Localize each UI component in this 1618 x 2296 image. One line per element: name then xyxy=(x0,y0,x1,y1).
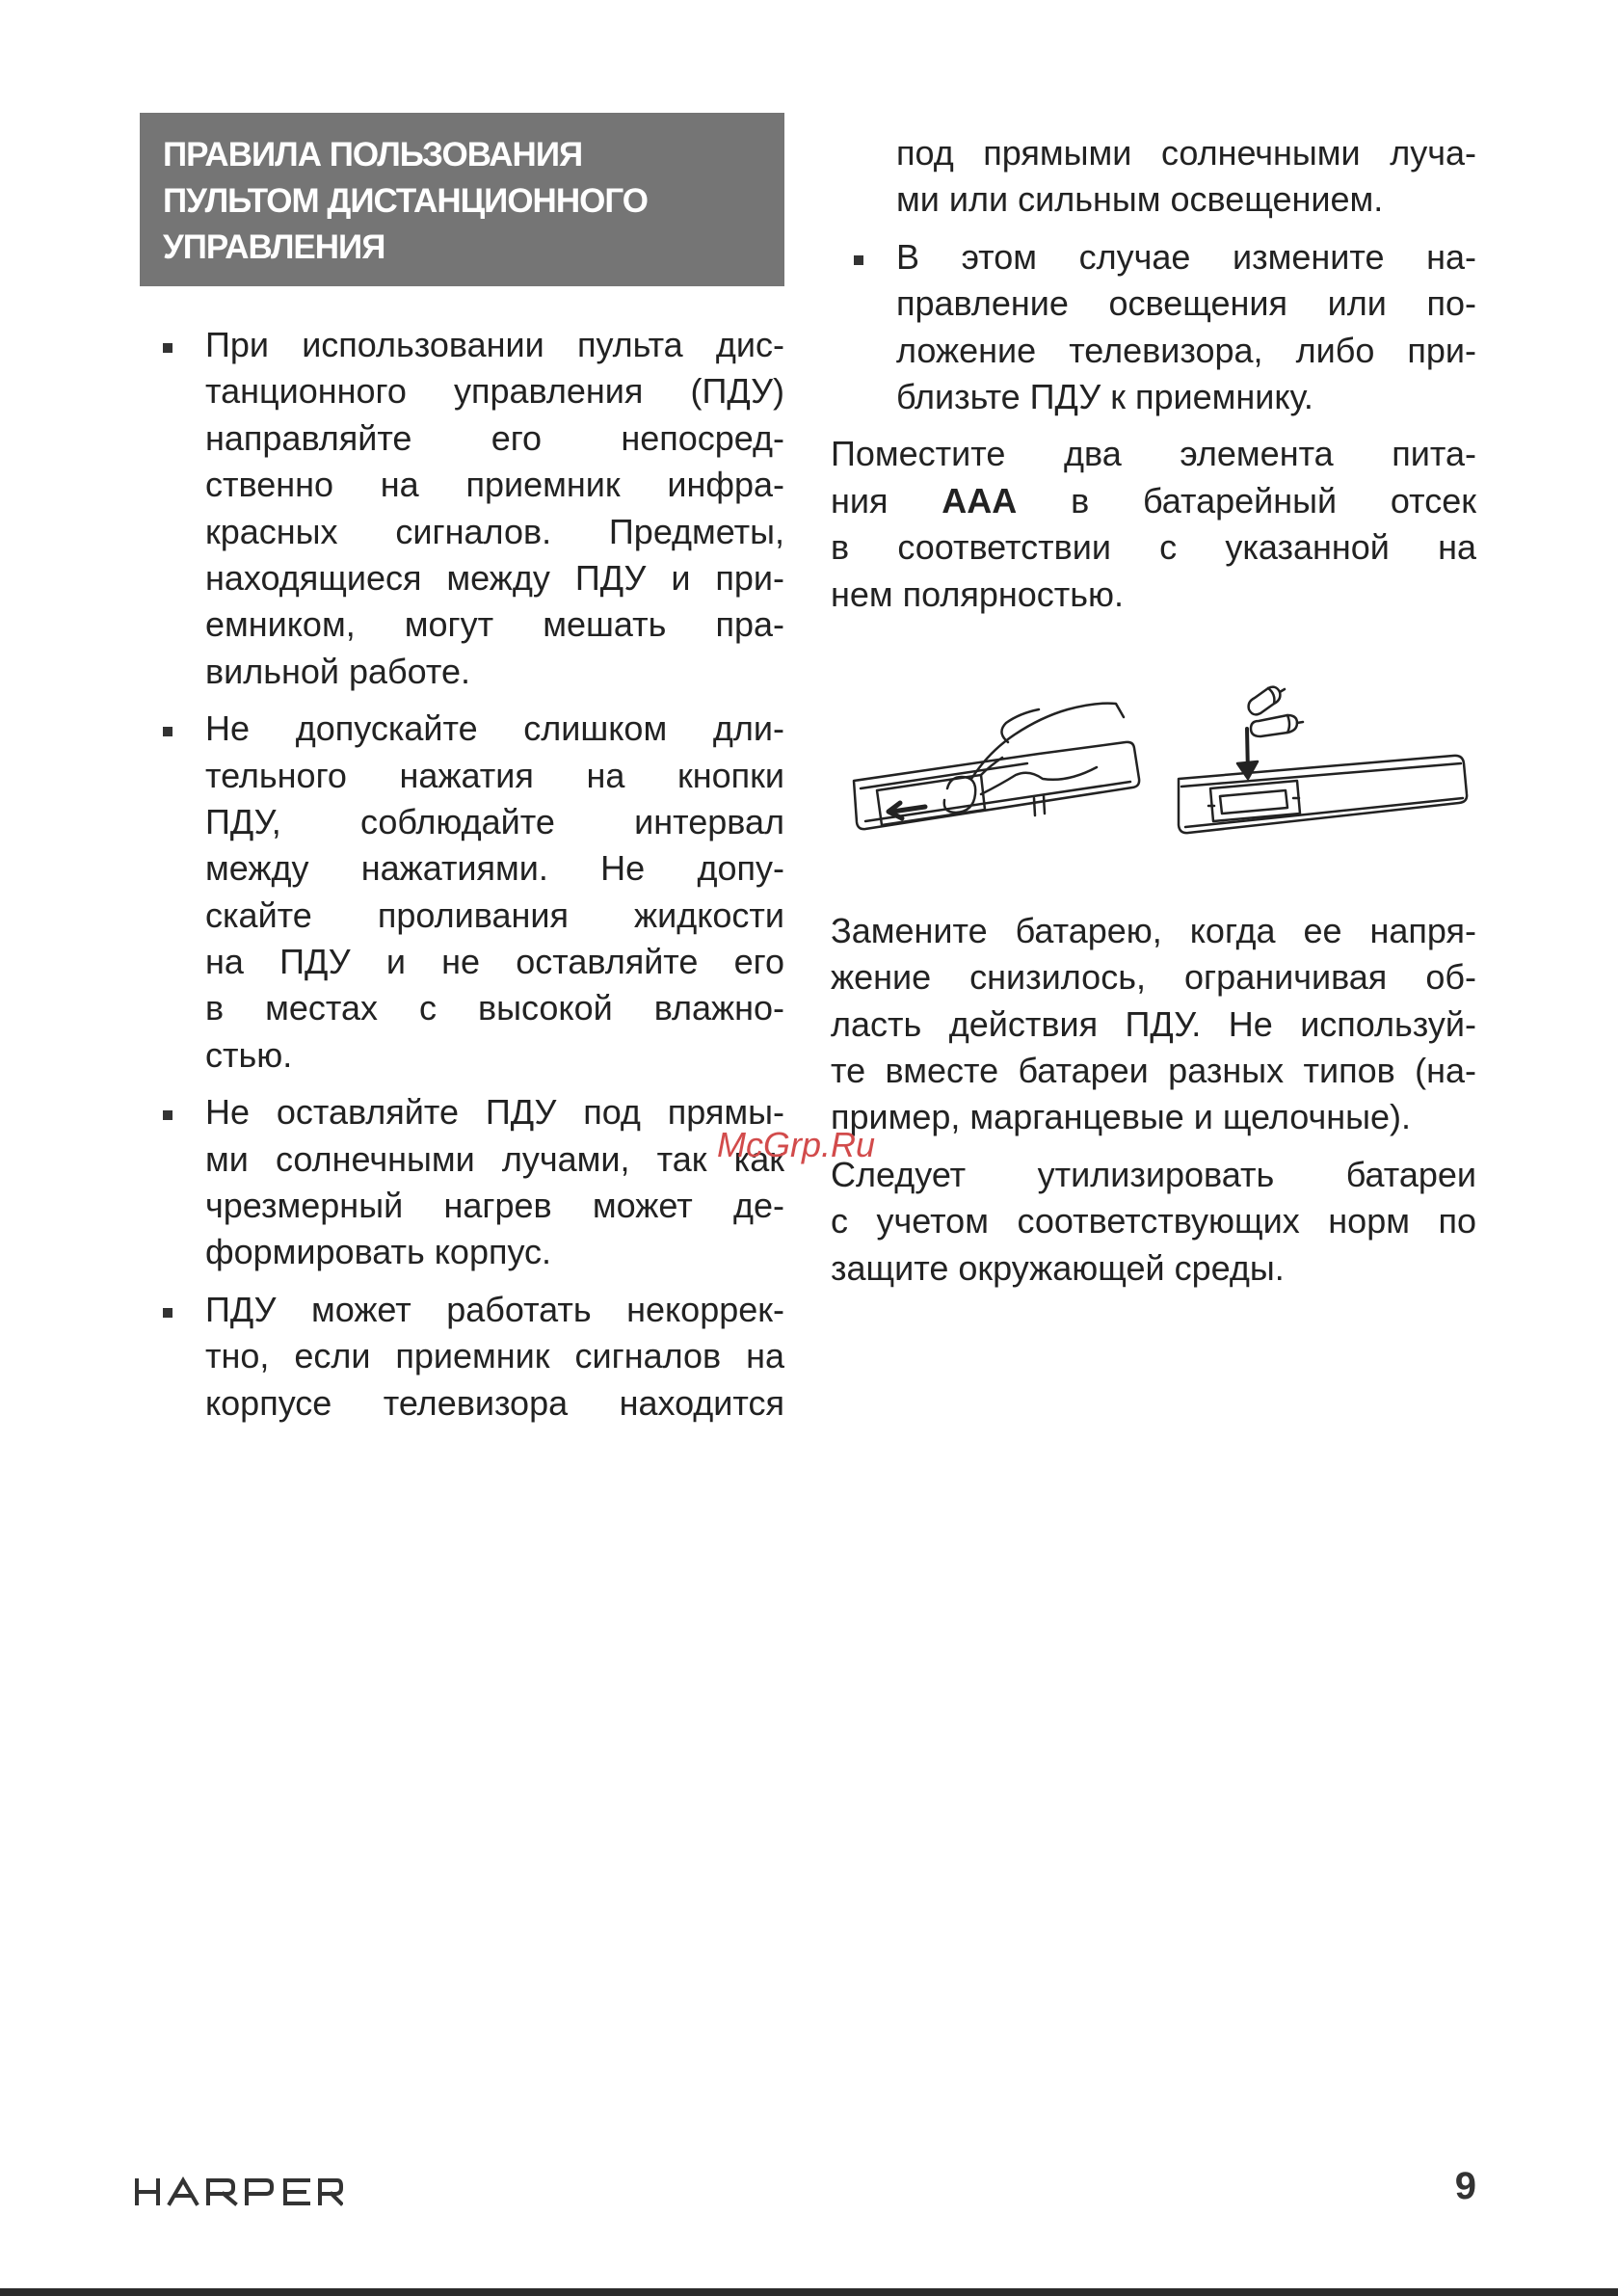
text-line: стью. xyxy=(205,1034,293,1075)
bullet-square-icon xyxy=(163,343,172,353)
bullet-square-icon xyxy=(163,727,172,736)
text-line xyxy=(831,478,1476,524)
text-line: находящиеся между ПДУ и при- xyxy=(205,557,784,598)
page-bottom-edge xyxy=(0,2288,1618,2296)
text-line: на ПДУ и не оставляйте его xyxy=(205,942,784,982)
text-line: Следует утилизировать батареи xyxy=(831,1154,1476,1194)
battery-replace-paragraph xyxy=(831,908,1476,1141)
section-heading xyxy=(140,113,784,286)
battery-type: AAA xyxy=(942,480,1018,521)
harper-logo xyxy=(133,2175,343,2209)
text-line: направляйте его непосред- xyxy=(205,417,784,458)
text-line: Замените батарею, когда ее напря- xyxy=(831,910,1476,950)
text-line: корпусе телевизора находится xyxy=(205,1382,784,1423)
text-line: ственно на приемник инфра- xyxy=(205,465,784,505)
text-line: те вместе батареи разных типов (на- xyxy=(831,1051,1476,1091)
text-line: красных сигналов. Предметы, xyxy=(205,511,784,551)
remote-battery-insert-illustration xyxy=(1179,687,1467,833)
list-item-continuation xyxy=(831,130,1476,224)
bullet-square-icon xyxy=(163,1308,172,1318)
text-line: ласть действия ПДУ. Не используй- xyxy=(831,1003,1476,1044)
text-line: тно, если приемник сигналов на xyxy=(205,1336,784,1376)
text-fragment: ния xyxy=(831,480,942,521)
text-line: правление освещения или по- xyxy=(896,283,1476,324)
list-item xyxy=(140,1287,784,1427)
text-line: ложение телевизора, либо при- xyxy=(896,330,1476,370)
text-line: с учетом соответствующих норм по xyxy=(831,1201,1476,1241)
remote-cover-slide-illustration xyxy=(854,704,1139,830)
text-line: ми солнечными лучами, так как xyxy=(205,1138,784,1179)
heading-line: ПРАВИЛА ПОЛЬЗОВАНИЯ xyxy=(163,136,583,174)
text-line: в местах с высокой влажно- xyxy=(205,988,784,1028)
text-line: Не допускайте слишком дли- xyxy=(205,708,784,749)
battery-installation-illustration xyxy=(836,675,1484,858)
text-line: емником, могут мешать пра- xyxy=(205,604,784,645)
text-line: жение снизилось, ограничивая об- xyxy=(831,957,1476,998)
text-line: Не оставляйте ПДУ под прямы- xyxy=(205,1092,784,1133)
list-item xyxy=(140,1089,784,1276)
text-line: защите окружающей среды. xyxy=(831,1247,1285,1288)
text-line: близьте ПДУ к приемнику. xyxy=(896,376,1313,416)
text-line: ПДУ может работать некоррек- xyxy=(205,1289,784,1329)
text-fragment: в батарейный отсек xyxy=(1017,480,1476,521)
battery-insert-paragraph xyxy=(831,431,1476,618)
text-line: ПДУ, соблюдайте интервал xyxy=(205,801,784,841)
text-line: пример, марганцевые и щелочные). xyxy=(831,1097,1412,1137)
text-line: тельного нажатия на кнопки xyxy=(205,755,784,795)
text-line: танционного управления (ПДУ) xyxy=(205,371,784,412)
text-line: Поместите два элемента пита- xyxy=(831,434,1476,474)
text-line: между нажатиями. Не допу- xyxy=(205,848,784,889)
battery-disposal-paragraph xyxy=(831,1152,1476,1292)
text-line: В этом случае измените на- xyxy=(896,236,1476,277)
watermark: McGrp.Ru xyxy=(717,1125,876,1164)
text-line: формировать корпус. xyxy=(205,1232,552,1272)
text-line: в соответствии с указанной на xyxy=(831,527,1476,568)
text-line: нем полярностью. xyxy=(831,574,1125,614)
list-item xyxy=(140,706,784,1079)
list-item xyxy=(140,322,784,695)
text-line: ми или сильным освещением. xyxy=(896,179,1384,220)
text-line: под прямыми солнечными луча- xyxy=(896,133,1476,173)
text-line: чрезмерный нагрев может де- xyxy=(205,1186,784,1226)
text-line: При использовании пульта дис- xyxy=(205,325,784,364)
left-column xyxy=(140,322,784,1437)
list-item xyxy=(831,234,1476,421)
bullet-square-icon xyxy=(854,255,863,265)
page-number: 9 xyxy=(1454,2165,1476,2207)
bullet-square-icon xyxy=(163,1110,172,1120)
text-line: вильной работе. xyxy=(205,651,471,691)
heading-line: УПРАВЛЕНИЯ xyxy=(163,228,385,266)
text-line: скайте проливания жидкости xyxy=(205,894,784,935)
heading-line: ПУЛЬТОМ ДИСТАНЦИОННОГО xyxy=(163,182,648,220)
